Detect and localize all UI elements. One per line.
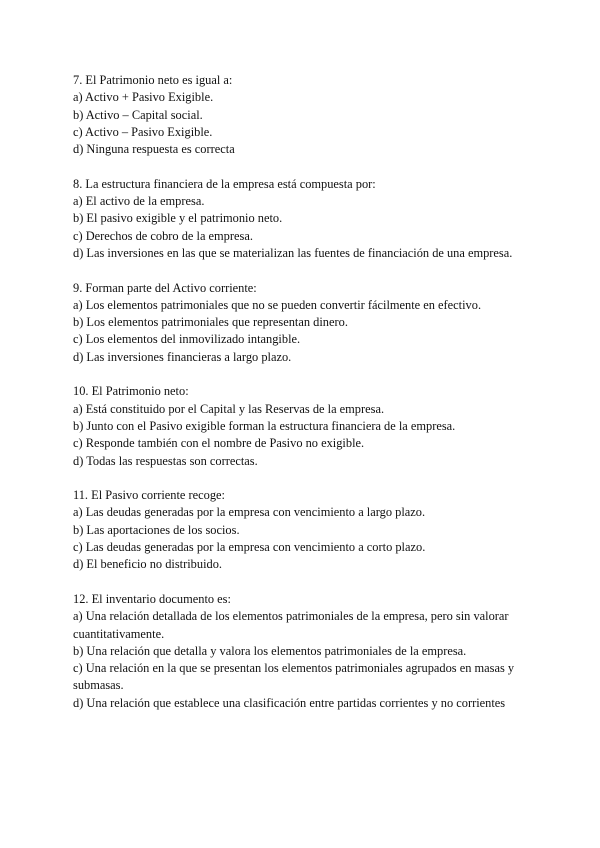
option-b: b) El pasivo exigible y el patrimonio neto. bbox=[73, 211, 283, 226]
option-d: d) Todas las respuestas son correctas. bbox=[73, 453, 258, 468]
question-title: 8. La estructura financiera de la empresa está compuesta por: bbox=[73, 176, 376, 191]
option-b: b) Los elementos patrimoniales que representan dinero. bbox=[73, 315, 348, 330]
option-a: a) Activo + Pasivo Exigible. bbox=[73, 90, 214, 105]
option-a: a) Los elementos patrimoniales que no se pueden convertir fácilmente en efectivo. bbox=[73, 297, 482, 312]
option-d: d) Ninguna respuesta es correcta bbox=[73, 142, 235, 157]
option-c: c) Activo – Pasivo Exigible. bbox=[73, 124, 213, 139]
question-title: 7. El Patrimonio neto es igual a: bbox=[73, 73, 233, 87]
option-a: a) Las deudas generadas por la empresa con vencimiento a largo plazo. bbox=[73, 505, 426, 520]
document-page bbox=[73, 72, 533, 729]
option-d: d) Una relación que establece una clasificación entre partidas corrientes y no corrientes bbox=[73, 695, 506, 710]
question-8 bbox=[73, 176, 533, 262]
question-title: 10. El Patrimonio neto: bbox=[73, 384, 189, 399]
option-c: c) Los elementos del inmovilizado intangible. bbox=[73, 332, 301, 347]
option-a: a) El activo de la empresa. bbox=[73, 194, 205, 209]
question-9 bbox=[73, 280, 533, 366]
option-d: d) El beneficio no distribuido. bbox=[73, 557, 223, 572]
option-d: d) Las inversiones financieras a largo plazo. bbox=[73, 349, 292, 364]
option-d: d) Las inversiones en las que se materializan las fuentes de financiación de una empresa. bbox=[73, 245, 513, 260]
question-11 bbox=[73, 487, 533, 573]
option-b: b) Una relación que detalla y valora los elementos patrimoniales de la empresa. bbox=[73, 643, 467, 658]
question-7 bbox=[73, 72, 533, 158]
option-c: c) Derechos de cobro de la empresa. bbox=[73, 228, 253, 243]
option-b: b) Activo – Capital social. bbox=[73, 107, 203, 122]
option-b: b) Junto con el Pasivo exigible forman la estructura financiera de la empresa. bbox=[73, 418, 456, 433]
question-title: 12. El inventario documento es: bbox=[73, 591, 231, 606]
option-b: b) Las aportaciones de los socios. bbox=[73, 522, 240, 537]
option-c: c) Una relación en la que se presentan los elementos patrimoniales agrupados en masas y submasas. bbox=[73, 661, 515, 693]
option-a: a) Está constituido por el Capital y las Reservas de la empresa. bbox=[73, 401, 385, 416]
option-a: a) Una relación detallada de los elementos patrimoniales de la empresa, pero sin valorar cuantitativamente. bbox=[73, 609, 509, 641]
question-title: 11. El Pasivo corriente recoge: bbox=[73, 488, 225, 503]
question-12 bbox=[73, 591, 533, 712]
question-10 bbox=[73, 383, 533, 469]
question-title: 9. Forman parte del Activo corriente: bbox=[73, 280, 257, 295]
option-c: c) Las deudas generadas por la empresa con vencimiento a corto plazo. bbox=[73, 540, 426, 555]
option-c: c) Responde también con el nombre de Pasivo no exigible. bbox=[73, 436, 365, 451]
